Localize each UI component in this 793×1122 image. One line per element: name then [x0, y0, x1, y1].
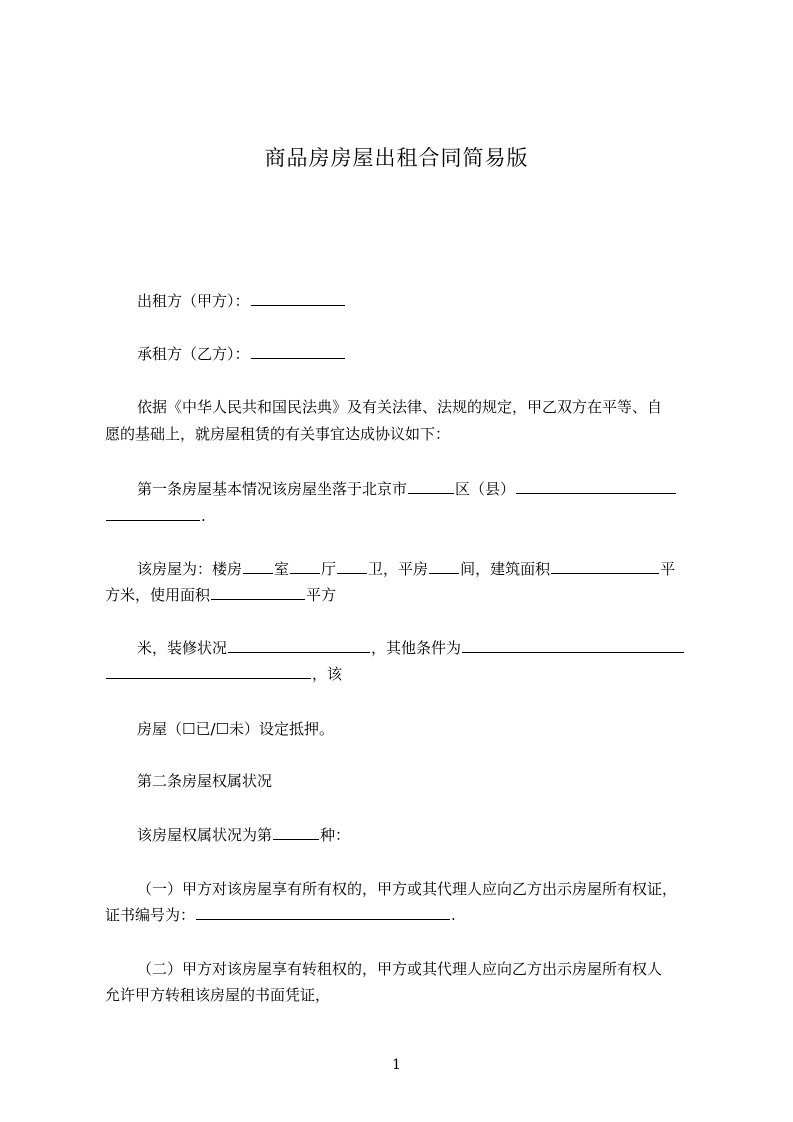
article1-district: 区（县）: [455, 480, 516, 498]
lessor-blank[interactable]: [251, 290, 345, 306]
house-type-line-2: [105, 584, 336, 606]
gai-label: ，该: [312, 665, 343, 683]
decoration-blank[interactable]: [228, 637, 370, 653]
hall-label: 厅: [321, 560, 337, 578]
article1-line-2: [105, 505, 206, 527]
certificate-number-blank[interactable]: [196, 904, 450, 920]
hall-blank[interactable]: [290, 558, 320, 574]
other-conditions-label: ，其他条件为: [371, 639, 462, 657]
item1-line-2: [105, 904, 456, 926]
document-title: 商品房房屋出租合同简易版: [264, 146, 529, 170]
article1-line-1: [137, 478, 677, 500]
certificate-number-label: 证书编号为：: [105, 906, 196, 924]
decoration-line-1: [137, 637, 685, 659]
address-blank-1[interactable]: [516, 478, 676, 494]
house-as-label: 该房屋为：楼房: [137, 560, 243, 578]
item1-end: .: [451, 906, 456, 924]
other-conditions-blank-2[interactable]: [106, 663, 311, 679]
lessee-blank[interactable]: [251, 343, 345, 359]
lessor-label: 出租方（甲方）：: [137, 292, 250, 310]
room-blank[interactable]: [243, 558, 273, 574]
bath-label: 卫，平房: [368, 560, 429, 578]
ping-label: 平: [660, 560, 676, 578]
lessor-line: [137, 290, 346, 312]
mortgage-line: 房屋（☐已/☐未）设定抵押。: [137, 720, 334, 738]
other-conditions-blank-1[interactable]: [462, 637, 684, 653]
decoration-line-2: [105, 663, 342, 685]
house-type-line-1: [137, 558, 675, 580]
article1-prefix: 第一条房屋基本情况该房屋坐落于北京市: [137, 480, 408, 498]
item2-line-2: 允许甲方转租该房屋的书面凭证，: [105, 986, 331, 1004]
bath-blank[interactable]: [337, 558, 367, 574]
pingfang-label: 平方: [306, 586, 337, 604]
ownership-type-blank[interactable]: [273, 824, 319, 840]
zhong-label: 种：: [320, 826, 351, 844]
item2-line-1: （二）甲方对该房屋享有转租权的，甲方或其代理人应向乙方出示房屋所有权人: [137, 960, 663, 978]
preamble-line-1: 依据《中华人民共和国民法典》及有关法律、法规的规定，甲乙双方在平等、自: [137, 398, 663, 416]
preamble-line-2: 愿的基础上，就房屋租赁的有关事宜达成协议如下：: [105, 425, 451, 443]
district-blank[interactable]: [408, 478, 454, 494]
room-label: 室: [274, 560, 290, 578]
page-number: 1: [392, 1057, 401, 1073]
ownership-status-line: [137, 824, 350, 846]
decoration-label: 米，装修状况: [137, 639, 228, 657]
use-area-blank[interactable]: [211, 584, 305, 600]
ownership-status-label: 该房屋权属状况为第: [137, 826, 273, 844]
article1-end: .: [201, 507, 206, 525]
lessee-line: [137, 343, 346, 365]
item1-line-1: （一）甲方对该房屋享有所有权的，甲方或其代理人应向乙方出示房屋所有权证，: [137, 880, 678, 898]
address-blank-2[interactable]: [106, 505, 200, 521]
jian-label: 间，建筑面积: [460, 560, 551, 578]
lessee-label: 承租方（乙方）：: [137, 345, 250, 363]
use-area-label: 方米，使用面积: [105, 586, 211, 604]
building-area-blank[interactable]: [551, 558, 659, 574]
article2-title: 第二条房屋权属状况: [137, 772, 273, 790]
bungalow-blank[interactable]: [429, 558, 459, 574]
